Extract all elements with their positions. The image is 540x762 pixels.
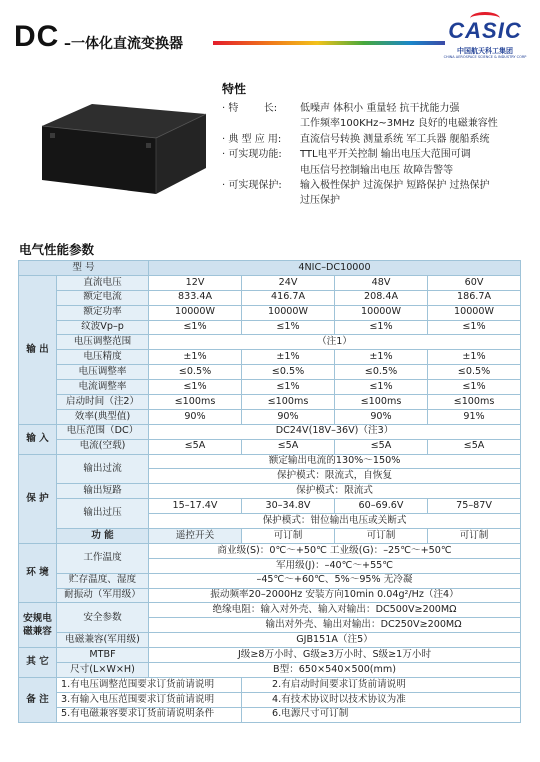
spec-table	[18, 260, 521, 723]
note: 4.有技术协议时以技术协议为准	[242, 692, 521, 707]
cell: 军用级(J)：–40℃～+55℃	[149, 558, 521, 573]
row-label: 安全参数	[57, 603, 149, 633]
model-label: 型 号	[19, 261, 149, 276]
feature-row	[222, 193, 532, 208]
row-label: 电磁兼容(军用级)	[57, 633, 149, 648]
row-label: 输出短路	[57, 484, 149, 499]
cell: ≤1%	[242, 320, 335, 335]
feature-label: · 特 长:	[222, 103, 278, 114]
table-row	[19, 424, 521, 439]
table-row	[19, 305, 521, 320]
cell: ≤1%	[335, 320, 428, 335]
row-label: 额定电流	[57, 290, 149, 305]
cell: ≤5A	[335, 439, 428, 454]
feature-row	[222, 163, 532, 178]
feature-value: 输入极性保护 过流保护 短路保护 过热保护	[300, 180, 490, 192]
logo-text: CASIC	[448, 18, 522, 43]
row-label: 工作温度	[57, 543, 149, 573]
row-label: 输出过流	[57, 454, 149, 484]
cell: 可订制	[428, 529, 521, 544]
table-row	[19, 529, 521, 544]
product-image	[30, 98, 208, 198]
feature-label: · 可实现保护:	[222, 180, 282, 192]
cell: ±1%	[428, 350, 521, 365]
cell: B型：650×540×500(mm)	[149, 663, 521, 678]
cat-input: 输 入	[19, 424, 57, 454]
cell: ≤5A	[149, 439, 242, 454]
cell: ≤1%	[149, 320, 242, 335]
table-row	[19, 290, 521, 305]
features-title: 特性	[222, 82, 247, 96]
cell: GJB151A（注5）	[149, 633, 521, 648]
note: 3.有输入电压范围要求订货前请说明	[57, 692, 242, 707]
row-label: 电压调整范围	[57, 335, 149, 350]
table-row	[19, 633, 521, 648]
feature-row	[222, 101, 532, 116]
cell: 保护模式：限流式，自恢复	[149, 469, 521, 484]
cell: 75–87V	[428, 499, 521, 514]
table-row	[19, 484, 521, 499]
row-label: 耐振动（军用级）	[57, 588, 149, 603]
row-label: 效率(典型值)	[57, 409, 149, 424]
cell: ≤100ms	[335, 395, 428, 410]
cell: ≤0.5%	[335, 365, 428, 380]
table-row	[19, 380, 521, 395]
table-row	[19, 648, 521, 663]
cell: 91%	[428, 409, 521, 424]
cat-notes: 备 注	[19, 677, 57, 722]
cell: ≤0.5%	[242, 365, 335, 380]
cell: ≤100ms	[149, 395, 242, 410]
cell: ≤100ms	[428, 395, 521, 410]
cell: 30–34.8V	[242, 499, 335, 514]
note: 5.有电磁兼容要求订货前请说明条件	[57, 707, 242, 722]
note: 2.有启动时间要求订货前请说明	[242, 677, 521, 692]
cell: ≤0.5%	[428, 365, 521, 380]
header-dc: DC	[14, 20, 60, 53]
feature-label	[222, 163, 300, 178]
feature-label	[222, 116, 300, 131]
cell: ≤1%	[242, 380, 335, 395]
cell: ≤1%	[149, 380, 242, 395]
cell: 90%	[149, 409, 242, 424]
casic-logo	[440, 14, 530, 60]
table-row	[19, 409, 521, 424]
section-title: 电气性能参数	[19, 242, 95, 257]
table-row	[19, 395, 521, 410]
cell: 24V	[242, 275, 335, 290]
cat-function: 功 能	[57, 529, 149, 544]
cell: ±1%	[335, 350, 428, 365]
cat-env: 环 境	[19, 543, 57, 603]
row-label: 直流电压	[57, 275, 149, 290]
cell: ≤0.5%	[149, 365, 242, 380]
logo-en: CHINA AEROSPACE SCIENCE & INDUSTRY CORP	[443, 55, 527, 59]
feature-row	[222, 178, 532, 193]
cell: 90%	[335, 409, 428, 424]
cell: 可订制	[242, 529, 335, 544]
table-row	[19, 454, 521, 469]
cell: 12V	[149, 275, 242, 290]
cell: 10000W	[335, 305, 428, 320]
table-row	[19, 603, 521, 618]
row-label: 纹波Vp–p	[57, 320, 149, 335]
cell: ±1%	[149, 350, 242, 365]
cat-protect: 保 护	[19, 454, 57, 543]
cell: 可订制	[335, 529, 428, 544]
cell: J级≥8万小时、G级≥3万小时、S级≥1万小时	[149, 648, 521, 663]
cell: ≤1%	[428, 380, 521, 395]
feature-value: 直流信号转换 测量系统 军工兵器 舰船系统	[300, 133, 490, 145]
row-label: 电流(空载)	[57, 439, 149, 454]
cat-emc: 安规电磁兼容	[19, 603, 57, 648]
cell: 208.4A	[335, 290, 428, 305]
table-row	[19, 707, 521, 722]
cell: 商业级(S)：0℃～+50℃ 工业级(G)：–25℃～+50℃	[149, 543, 521, 558]
cell: 振动频率20–2000Hz 安装方向10min 0.04g²/Hz（注4）	[149, 588, 521, 603]
row-label: 电压调整率	[57, 365, 149, 380]
cell: 输出对外壳、输出对输出：DC250V≥200MΩ	[149, 618, 521, 633]
model-value: 4NIC–DC10000	[149, 261, 521, 276]
cell: 10000W	[149, 305, 242, 320]
note: 6.电源尺寸可订制	[242, 707, 521, 722]
table-row	[19, 588, 521, 603]
table-row	[19, 335, 521, 350]
cell: 10000W	[428, 305, 521, 320]
cell: 60–69.6V	[335, 499, 428, 514]
cat-other: 其 它	[19, 648, 57, 678]
cell: 15–17.4V	[149, 499, 242, 514]
cell: ≤5A	[428, 439, 521, 454]
feature-label: · 典 型 应 用:	[222, 133, 282, 145]
cell: 90%	[242, 409, 335, 424]
cell: 416.7A	[242, 290, 335, 305]
cell: ≤100ms	[242, 395, 335, 410]
row-label: 电压范围（DC）	[57, 424, 149, 439]
cell: 48V	[335, 275, 428, 290]
feature-label: · 可实现功能:	[222, 149, 282, 161]
table-row	[19, 261, 521, 276]
cell: 绝缘电阻：输入对外壳、输入对输出：DC500V≥200MΩ	[149, 603, 521, 618]
header-title: –一体化直流变换器	[64, 36, 183, 52]
cell: DC24V(18V–36V)（注3）	[149, 424, 521, 439]
feature-row	[222, 132, 532, 147]
cell: ≤5A	[242, 439, 335, 454]
table-row	[19, 439, 521, 454]
cell: ≤1%	[335, 380, 428, 395]
cell: （注1）	[149, 335, 521, 350]
cell: ≤1%	[428, 320, 521, 335]
row-label: MTBF	[57, 648, 149, 663]
cell: 保护模式：钳位输出电压或关断式	[149, 514, 521, 529]
table-row	[19, 320, 521, 335]
cell: 60V	[428, 275, 521, 290]
row-label: 电压精度	[57, 350, 149, 365]
table-row	[19, 499, 521, 514]
cell: 保护模式：限流式	[149, 484, 521, 499]
row-label: 额定功率	[57, 305, 149, 320]
row-label: 贮存温度、湿度	[57, 573, 149, 588]
note: 1.有电压调整范围要求订货前请说明	[57, 677, 242, 692]
rainbow-divider	[213, 41, 445, 45]
cell: –45℃～+60℃、5%～95% 无冷凝	[149, 573, 521, 588]
cell: ±1%	[242, 350, 335, 365]
table-row	[19, 677, 521, 692]
table-row	[19, 275, 521, 290]
cell: 186.7A	[428, 290, 521, 305]
cell: 10000W	[242, 305, 335, 320]
feature-row	[222, 116, 532, 131]
feature-value: 电压信号控制输出电压 故障告警等	[300, 164, 454, 176]
table-row	[19, 350, 521, 365]
row-label: 电流调整率	[57, 380, 149, 395]
logo-cn: 中国航天科工集团	[457, 47, 513, 55]
cell: 额定输出电流的130%～150%	[149, 454, 521, 469]
table-row	[19, 692, 521, 707]
table-row	[19, 573, 521, 588]
cell: 833.4A	[149, 290, 242, 305]
feature-value: 过压保护	[300, 195, 340, 207]
row-label: 尺寸(L×W×H)	[57, 663, 149, 678]
cat-output: 输 出	[19, 275, 57, 424]
table-row	[19, 663, 521, 678]
feature-value: 工作频率100KHz~3MHz 良好的电磁兼容性	[300, 118, 498, 130]
table-row	[19, 365, 521, 380]
feature-value: 低噪声 体积小 重量轻 抗干扰能力强	[300, 103, 460, 114]
feature-value: TTL电平开关控制 输出电压大范围可调	[300, 149, 471, 161]
row-label: 遥控开关	[149, 529, 242, 544]
table-row	[19, 543, 521, 558]
features-list	[222, 101, 532, 209]
row-label: 启动时间（注2）	[57, 395, 149, 410]
row-label: 输出过压	[57, 499, 149, 529]
feature-row	[222, 147, 532, 162]
feature-label	[222, 193, 300, 208]
